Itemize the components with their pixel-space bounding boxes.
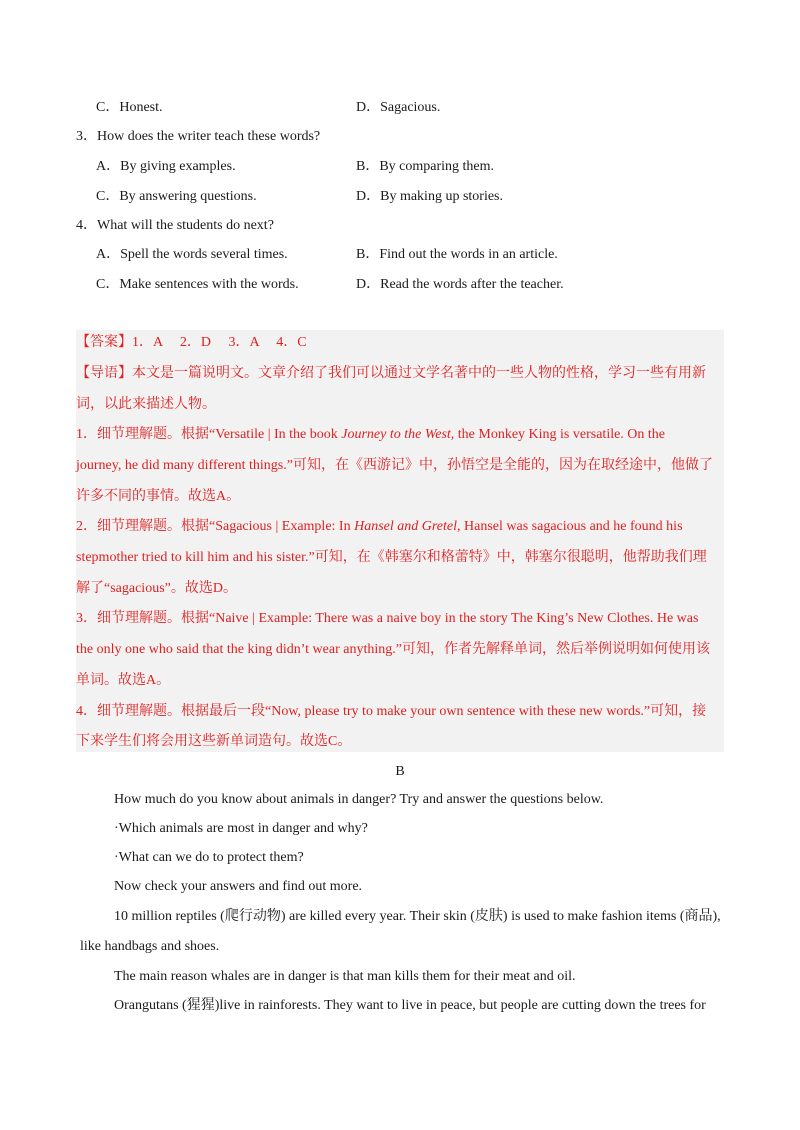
- option-q2-c: C．Honest.: [96, 100, 163, 115]
- option-q4-a: A．Spell the words several times.: [96, 247, 288, 262]
- section-b-paragraph-3-line-2: like handbags and shoes.: [80, 939, 220, 954]
- question-4-stem: 4．What will the students do next?: [76, 218, 274, 233]
- section-b-paragraph-4: The main reason whales are in danger is that man kills them for their meat and oil.: [114, 969, 576, 984]
- answer-key: 【答案】1．A 2．D 3．A 4．C: [76, 335, 307, 350]
- section-b-paragraph-1: How much do you know about animals in danger? Try and answer the questions below.: [114, 792, 604, 807]
- explanation-3-line-1: 3．细节理解题。根据“Naive | Example: There was a naive boy in the story The King’s New Clothes. He was: [76, 611, 699, 626]
- explanation-1-line-1: 1．细节理解题。根据“Versatile | In the book Journey to the West, the Monkey King is versatile. On the: [76, 427, 666, 442]
- section-b-paragraph-3-line-1: 10 million reptiles (爬行动物) are killed every year. Their skin (皮肤) is used to make fashion items (商品),: [114, 909, 721, 924]
- option-q4-b: B．Find out the words in an article.: [356, 247, 558, 262]
- option-q4-d: D．Read the words after the teacher.: [356, 277, 564, 292]
- section-b-heading: B: [395, 764, 405, 779]
- option-q3-c: C．By answering questions.: [96, 189, 257, 204]
- section-b-question-1: ·Which animals are most in danger and why?: [114, 821, 368, 836]
- explanation-2-line-3: 解了“sagacious”。故选D。: [76, 581, 237, 596]
- explanation-4-line-2: 下来学生们将会用这些新单词造句。故选C。: [76, 734, 352, 749]
- guide-line-2: 词，以此来描述人物。: [76, 397, 216, 412]
- guide-line-1: 【导语】本文是一篇说明文。文章介绍了我们可以通过文学名著中的一些人物的性格，学习一些有用新: [76, 366, 706, 381]
- option-q3-b: B．By comparing them.: [356, 159, 495, 174]
- explanation-3-line-2: the only one who said that the king didn’t wear anything.”可知，作者先解释单词，然后举例说明如何使用该: [76, 642, 710, 657]
- explanation-1-line-3: 许多不同的事情。故选A。: [76, 489, 241, 504]
- explanation-2-line-1: 2．细节理解题。根据“Sagacious | Example: In Hansel and Gretel, Hansel was sagacious and he found his: [76, 519, 683, 534]
- option-q4-c: C．Make sentences with the words.: [96, 277, 299, 292]
- explanation-2-line-2: stepmother tried to kill him and his sister.”可知，在《韩塞尔和格蕾特》中，韩塞尔很聪明，他帮助我们理: [76, 550, 707, 565]
- option-q2-d: D．Sagacious.: [356, 100, 441, 115]
- explanation-1-line-2: journey, he did many different things.”可知，在《西游记》中，孙悟空是全能的，因为在取经途中，他做了: [76, 458, 713, 473]
- explanation-4-line-1: 4．细节理解题。根据最后一段“Now, please try to make your own sentence with these new words.”可知，接: [76, 704, 707, 719]
- explanation-3-line-3: 单词。故选A。: [76, 673, 171, 688]
- section-b-paragraph-2: Now check your answers and find out more.: [114, 879, 363, 894]
- option-q3-a: A．By giving examples.: [96, 159, 236, 174]
- section-b-question-2: ·What can we do to protect them?: [114, 850, 304, 865]
- question-3-stem: 3．How does the writer teach these words?: [76, 129, 321, 144]
- option-q3-d: D．By making up stories.: [356, 189, 503, 204]
- section-b-paragraph-5: Orangutans (猩猩)live in rainforests. They want to live in peace, but people are cutting down the trees for: [114, 998, 706, 1013]
